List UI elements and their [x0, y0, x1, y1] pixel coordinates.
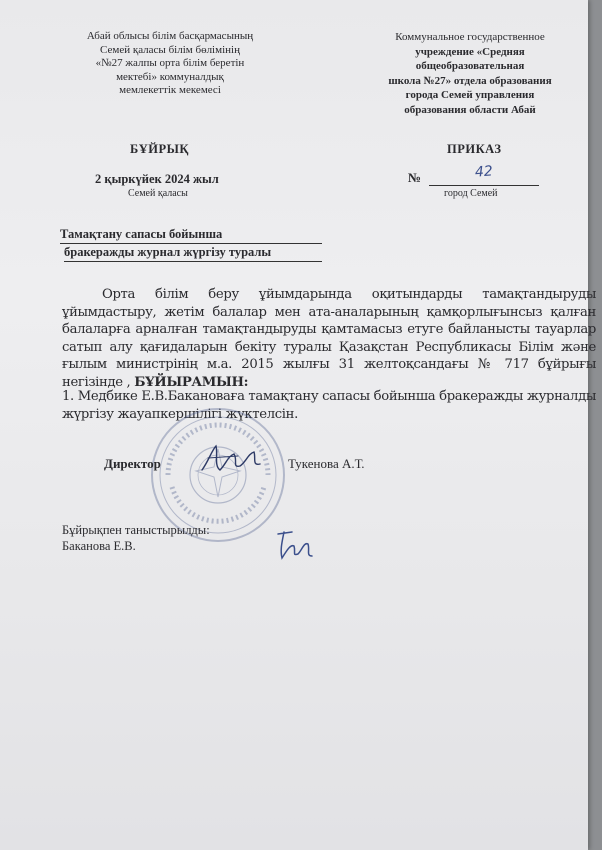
header-left-line: «№27 жалпы орта білім беретін [95, 57, 245, 69]
order-subject [60, 226, 322, 262]
header-right-line: школа №27» отдела образования [388, 74, 552, 87]
subject-line-1: Тамақтану сапасы бойынша [60, 226, 322, 244]
header-left-line: Семей қаласы білім бөлімінің [100, 43, 240, 56]
place-kazakh: Семей қаласы [128, 188, 188, 199]
order-date: 2 қыркүйек 2024 жыл [95, 172, 219, 186]
header-left-line: Абай облысы білім басқармасының [86, 30, 254, 42]
header-right-line: учреждение «Средняя [415, 45, 525, 58]
order-preamble [62, 286, 596, 391]
order-item-1: 1. Медбике Е.В.Бакановаға тамақтану сапасы бойынша бракеражды журналды жүргізу жауапкершілігі жүктелсін. [62, 389, 596, 422]
header-left-line: мектебі» коммуналдық [116, 70, 224, 83]
preamble-text: Орта білім беру ұйымдарында оқитындарды тамақтандыруды ұйымдастыру, жетім балалар мен ата-аналарының қамқорлығынсыз қалған балаларға арналған тамақтандыруды қамтамасыз етуге байланысты тауарлар сатып алу қағидаларын бекіту туралы Қазақстан Республикасы Білім және ғылым министрінің м.а. 2015 жылғы 31 желтоқсандағы № 717 бұйрығы негізінде , [62, 287, 596, 390]
header-left-organization [70, 30, 270, 98]
director-signature [198, 440, 266, 478]
subject-line-2: бракеражды журнал жүргізу туралы [64, 244, 322, 262]
number-label: № [408, 170, 422, 185]
doc-type-kazakh: БҰЙРЫҚ [130, 142, 189, 156]
header-left-line: мемлекеттік мекемесі [119, 84, 221, 96]
number-underline [429, 163, 539, 186]
acknowledgement-label: Бұйрықпен таныстырылды: [62, 523, 210, 537]
header-right-organization [370, 30, 570, 117]
acknowledgement-signature [272, 526, 318, 562]
order-keyword: БҰЙЫРАМЫН: [134, 374, 249, 390]
order-number [408, 163, 543, 186]
header-right-line: города Семей управления [405, 89, 535, 101]
director-name: Тукенова А.Т. [288, 456, 365, 471]
place-russian: город Семей [444, 188, 498, 199]
header-right-line: Коммунальное государственное [395, 31, 545, 43]
acknowledgement-name: Баканова Е.В. [62, 539, 136, 553]
header-right-line: общеобразовательная [415, 60, 525, 72]
doc-type-russian: ПРИКАЗ [447, 142, 502, 156]
director-title: Директор [104, 456, 161, 471]
header-right-line: образования области Абай [404, 103, 536, 116]
number-handwritten: 42 [474, 163, 494, 181]
